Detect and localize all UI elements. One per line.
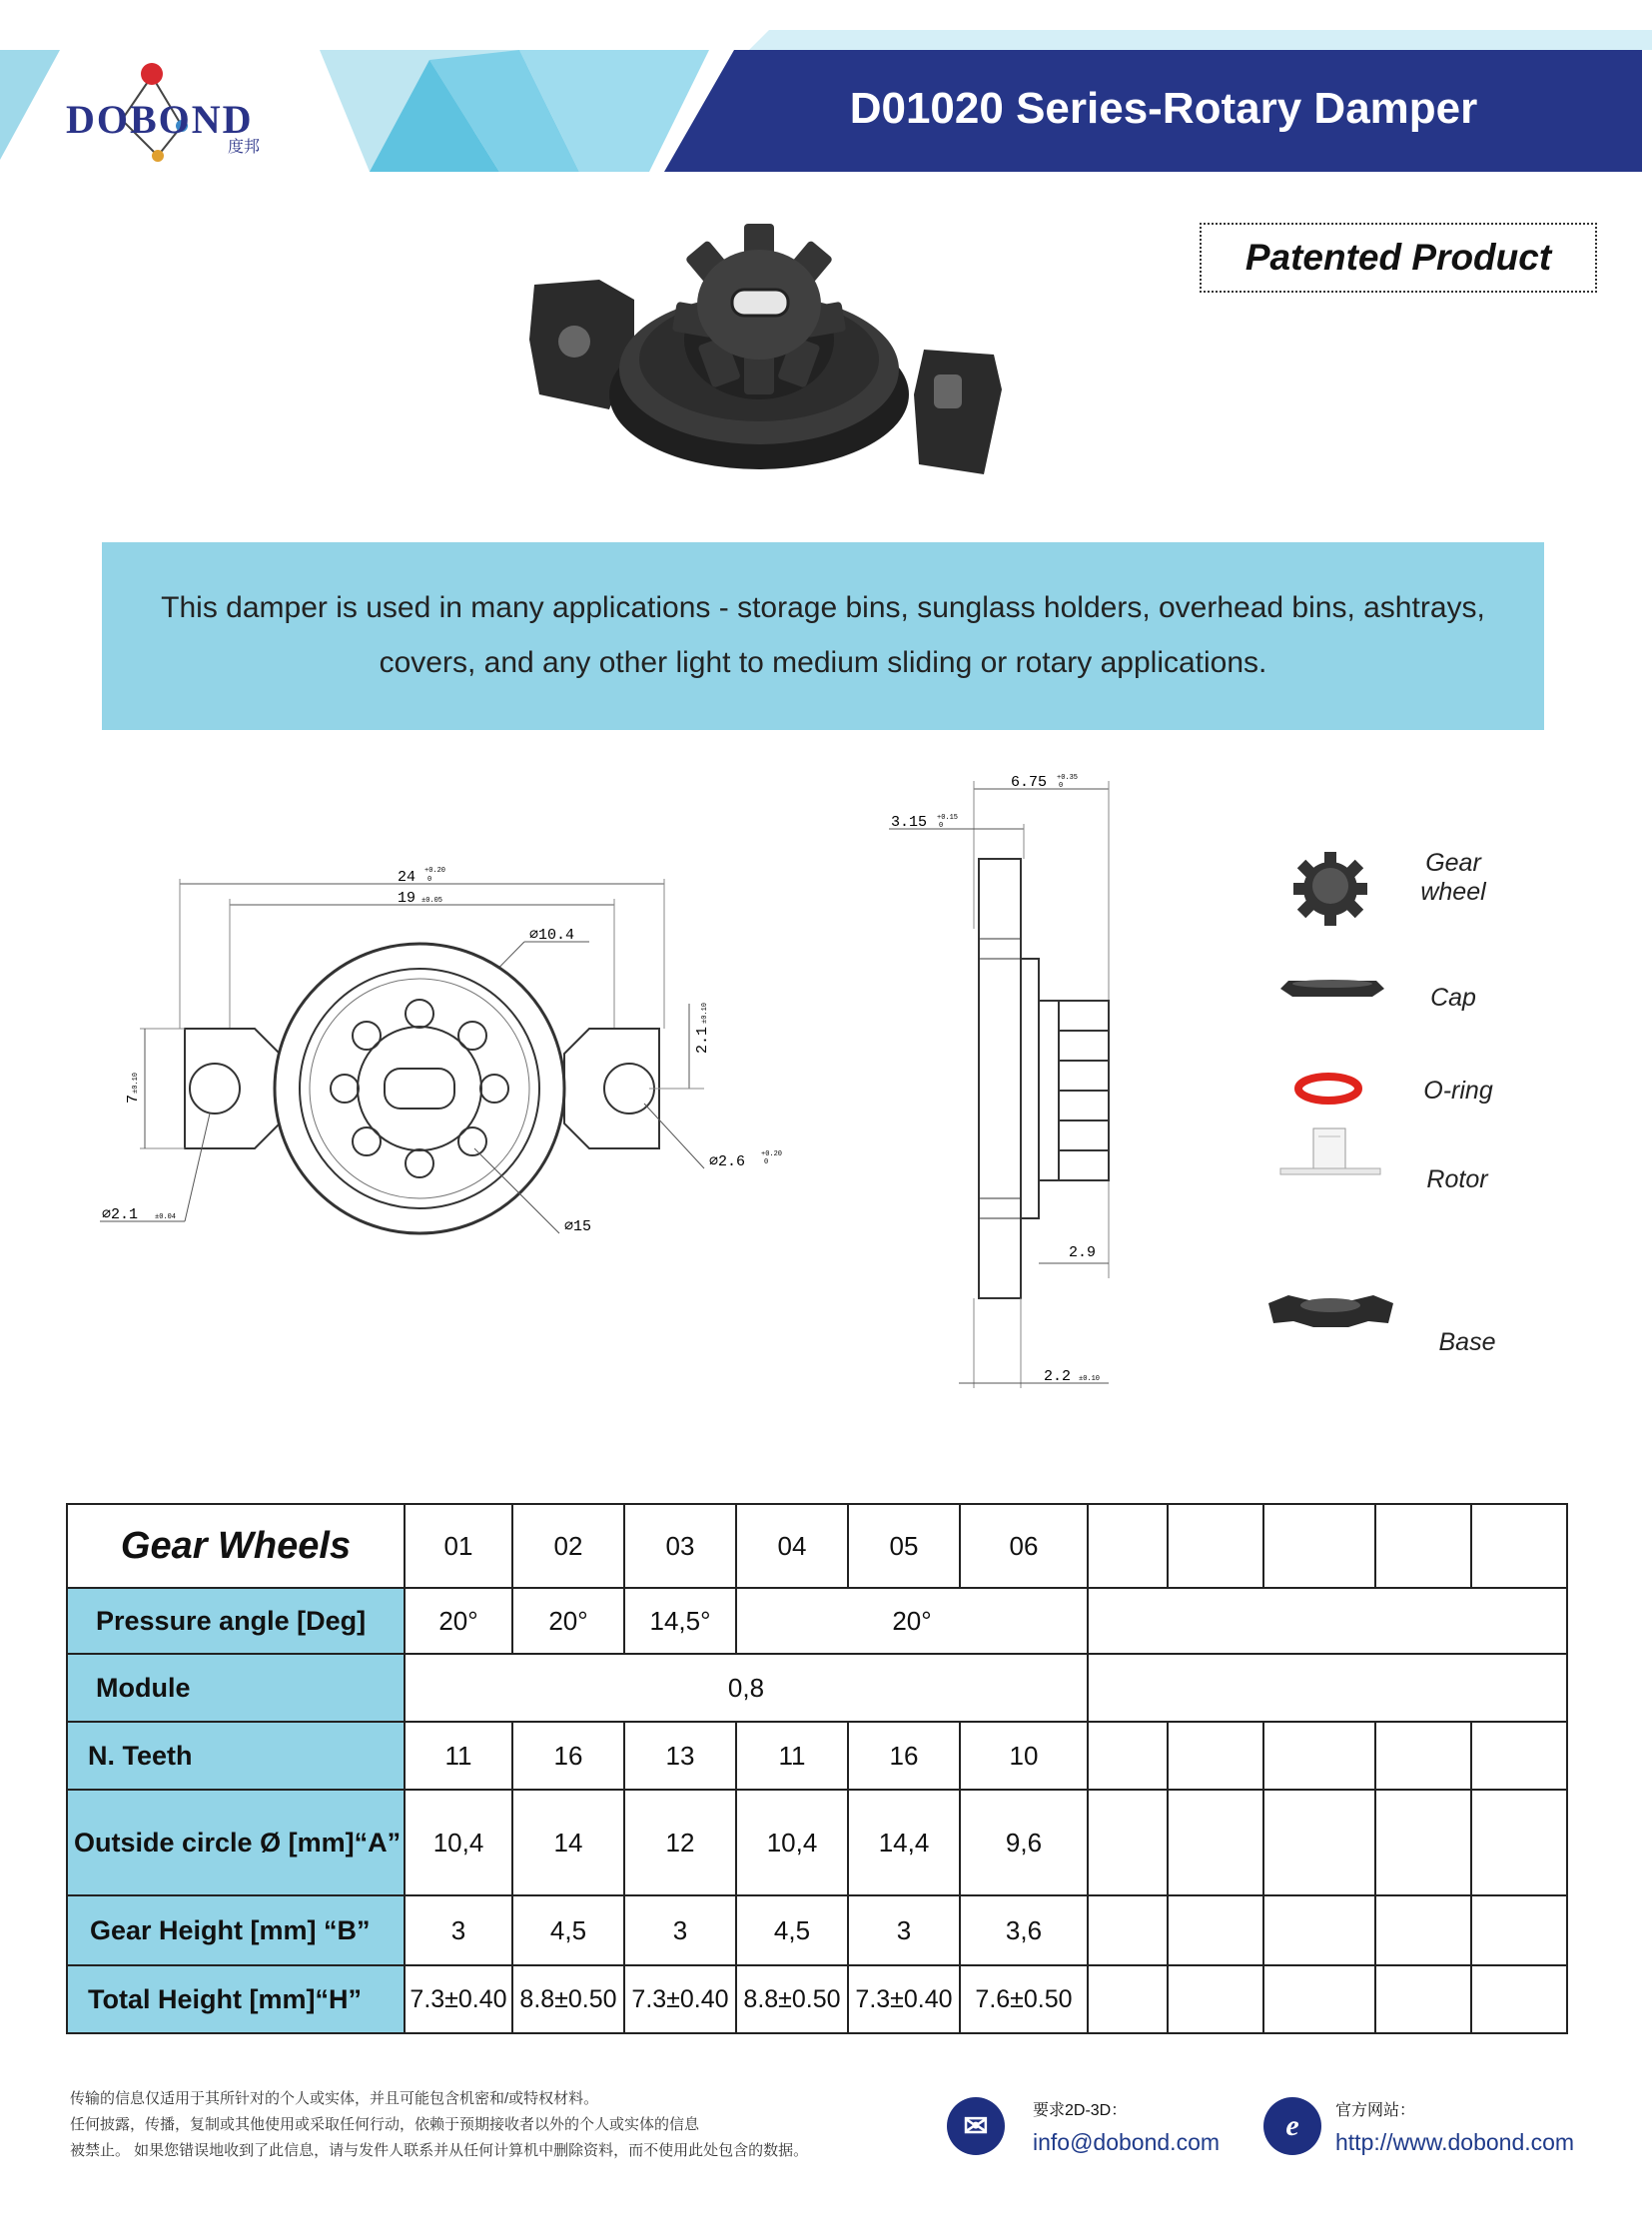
row-label: Pressure angle [Deg] bbox=[67, 1588, 405, 1654]
table-cell: 7.3±0.40 bbox=[848, 1965, 960, 2033]
dim-29: 2.9 bbox=[1069, 1244, 1097, 1261]
table-cell: 8.8±0.50 bbox=[512, 1965, 624, 2033]
dim-675: 6.75 bbox=[1011, 774, 1048, 791]
email-label: 要求2D-3D： bbox=[1033, 2102, 1128, 2119]
component-cap: Cap bbox=[1430, 984, 1476, 1012]
col-header: 03 bbox=[624, 1504, 736, 1588]
tol-7: ±0.10 bbox=[132, 1072, 140, 1094]
gear-wheels-table bbox=[66, 1503, 1568, 2034]
tol-675-lower: 0 bbox=[1059, 782, 1064, 790]
disclaimer-line-1: 传输的信息仅适用于其所针对的个人或实体，并且可能包含机密和/或特权材料。 bbox=[70, 2090, 599, 2107]
product-image bbox=[514, 220, 1004, 499]
row-label: N. Teeth bbox=[67, 1722, 405, 1790]
col-header: 02 bbox=[512, 1504, 624, 1588]
disclaimer-line-2: 任何披露，传播，复制或其他使用或采取任何行动，依赖于预期接收者以外的个人或实体的信息 bbox=[70, 2116, 700, 2133]
table-title: Gear Wheels bbox=[67, 1504, 405, 1588]
rotor-icon bbox=[1280, 1128, 1380, 1174]
table-cell: 7.6±0.50 bbox=[960, 1965, 1088, 2033]
table-cell: 7.3±0.40 bbox=[624, 1965, 736, 2033]
table-header-row bbox=[67, 1504, 1567, 1588]
col-header: 06 bbox=[960, 1504, 1088, 1588]
dim-d104: ∅10.4 bbox=[529, 927, 575, 944]
web-link[interactable]: http://www.dobond.com bbox=[1335, 2129, 1575, 2155]
tol-22: ±0.10 bbox=[1079, 1375, 1101, 1383]
table-cell: 9,6 bbox=[960, 1790, 1088, 1895]
gear-wheel-icon bbox=[1293, 852, 1367, 926]
banner-line-1: This damper is used in many applications - storage bins, sunglass holders, overhead bins, ashtrays, bbox=[161, 591, 1485, 624]
table-row-outside-circle bbox=[67, 1790, 1567, 1895]
tol-2-1-vertical: ±0.10 bbox=[701, 1002, 709, 1024]
dim-24: 24 bbox=[398, 869, 416, 886]
table-row-pressure-angle bbox=[67, 1588, 1567, 1654]
logo-text: DOBOND bbox=[66, 97, 254, 142]
row-label: Total Height [mm]“H” bbox=[67, 1965, 405, 2033]
table-cell: 12 bbox=[624, 1790, 736, 1895]
dim-22: 2.2 bbox=[1044, 1368, 1072, 1385]
patented-product-label: Patented Product bbox=[1200, 223, 1597, 293]
table-cell: 10,4 bbox=[405, 1790, 512, 1895]
table-cell: 16 bbox=[512, 1722, 624, 1790]
table-cell: 14,4 bbox=[848, 1790, 960, 1895]
component-rotor: Rotor bbox=[1426, 1165, 1488, 1193]
dim-315: 3.15 bbox=[891, 814, 928, 831]
tol-d21: ±0.04 bbox=[155, 1213, 177, 1221]
col-header: 05 bbox=[848, 1504, 960, 1588]
tol-24-upper: +0.20 bbox=[424, 867, 446, 875]
page-title: D01020 Series-Rotary Damper bbox=[849, 84, 1478, 133]
table-cell: 13 bbox=[624, 1722, 736, 1790]
cap-icon bbox=[1280, 980, 1384, 997]
email-icon: ✉ bbox=[947, 2097, 1005, 2155]
dim-7: 7 bbox=[125, 1094, 142, 1104]
table-cell: 4,5 bbox=[736, 1895, 848, 1965]
table-cell: 10 bbox=[960, 1722, 1088, 1790]
tol-315-upper: +0.15 bbox=[937, 814, 959, 822]
table-cell: 16 bbox=[848, 1722, 960, 1790]
tol-d26-upper: +0.20 bbox=[761, 1150, 783, 1158]
table-cell: 3 bbox=[405, 1895, 512, 1965]
table-cell: 20° bbox=[405, 1588, 512, 1654]
component-o-ring: O-ring bbox=[1423, 1077, 1493, 1105]
col-header: 04 bbox=[736, 1504, 848, 1588]
table-cell: 7.3±0.40 bbox=[405, 1965, 512, 2033]
base-icon bbox=[1268, 1295, 1393, 1327]
table-cell: 0,8 bbox=[405, 1654, 1088, 1722]
component-label-line1: Gear bbox=[1425, 849, 1481, 877]
row-label: Module bbox=[67, 1654, 405, 1722]
dim-19: 19 bbox=[398, 890, 416, 907]
table-cell: 20° bbox=[736, 1588, 1088, 1654]
table-cell: 20° bbox=[512, 1588, 624, 1654]
side-view-drawing bbox=[879, 769, 1139, 1398]
tol-675-upper: +0.35 bbox=[1057, 774, 1079, 782]
component-icons bbox=[1268, 844, 1398, 1363]
table-cell: 3 bbox=[848, 1895, 960, 1965]
table-row-total-height bbox=[67, 1965, 1567, 2033]
col-header: 01 bbox=[405, 1504, 512, 1588]
tol-315-lower: 0 bbox=[939, 822, 944, 830]
dim-d15: ∅15 bbox=[564, 1218, 592, 1235]
table-cell: 14,5° bbox=[624, 1588, 736, 1654]
table-cell: 3 bbox=[624, 1895, 736, 1965]
component-gear-wheel bbox=[1408, 849, 1498, 907]
tol-19: ±0.05 bbox=[421, 897, 443, 905]
web-icon: e bbox=[1263, 2097, 1321, 2155]
banner-line-2: covers, and any other light to medium sliding or rotary applications. bbox=[379, 646, 1267, 679]
table-row-module bbox=[67, 1654, 1567, 1722]
table-cell: 10,4 bbox=[736, 1790, 848, 1895]
table-row-gear-height bbox=[67, 1895, 1567, 1965]
disclaimer-line-3: 被禁止。 如果您错误地收到了此信息，请与发件人联系并从任何计算机中删除资料，而不使用此处包含的数据。 bbox=[70, 2142, 809, 2159]
table-cell: 4,5 bbox=[512, 1895, 624, 1965]
email-link[interactable]: info@dobond.com bbox=[1033, 2129, 1221, 2155]
table-cell: 14 bbox=[512, 1790, 624, 1895]
dim-d21: ∅2.1 bbox=[102, 1206, 139, 1223]
table-cell: 3,6 bbox=[960, 1895, 1088, 1965]
table-cell: 11 bbox=[736, 1722, 848, 1790]
table-cell: 8.8±0.50 bbox=[736, 1965, 848, 2033]
tol-24-lower: 0 bbox=[427, 876, 432, 884]
web-label: 官方网站： bbox=[1335, 2102, 1416, 2119]
row-label: Gear Height [mm] “B” bbox=[67, 1895, 405, 1965]
logo-chinese: 度邦 bbox=[228, 139, 261, 156]
tol-d26-lower: 0 bbox=[764, 1158, 769, 1166]
front-view-drawing bbox=[90, 849, 809, 1268]
table-row-teeth bbox=[67, 1722, 1567, 1790]
dim-2-1-vertical: 2.1 bbox=[694, 1026, 711, 1054]
o-ring-icon bbox=[1298, 1077, 1358, 1101]
application-banner bbox=[102, 542, 1544, 730]
row-label: Outside circle Ø [mm]“A” bbox=[67, 1790, 405, 1895]
table-cell: 11 bbox=[405, 1722, 512, 1790]
component-label-line2: wheel bbox=[1420, 878, 1486, 906]
component-base: Base bbox=[1438, 1328, 1496, 1356]
dim-d26: ∅2.6 bbox=[709, 1153, 746, 1170]
